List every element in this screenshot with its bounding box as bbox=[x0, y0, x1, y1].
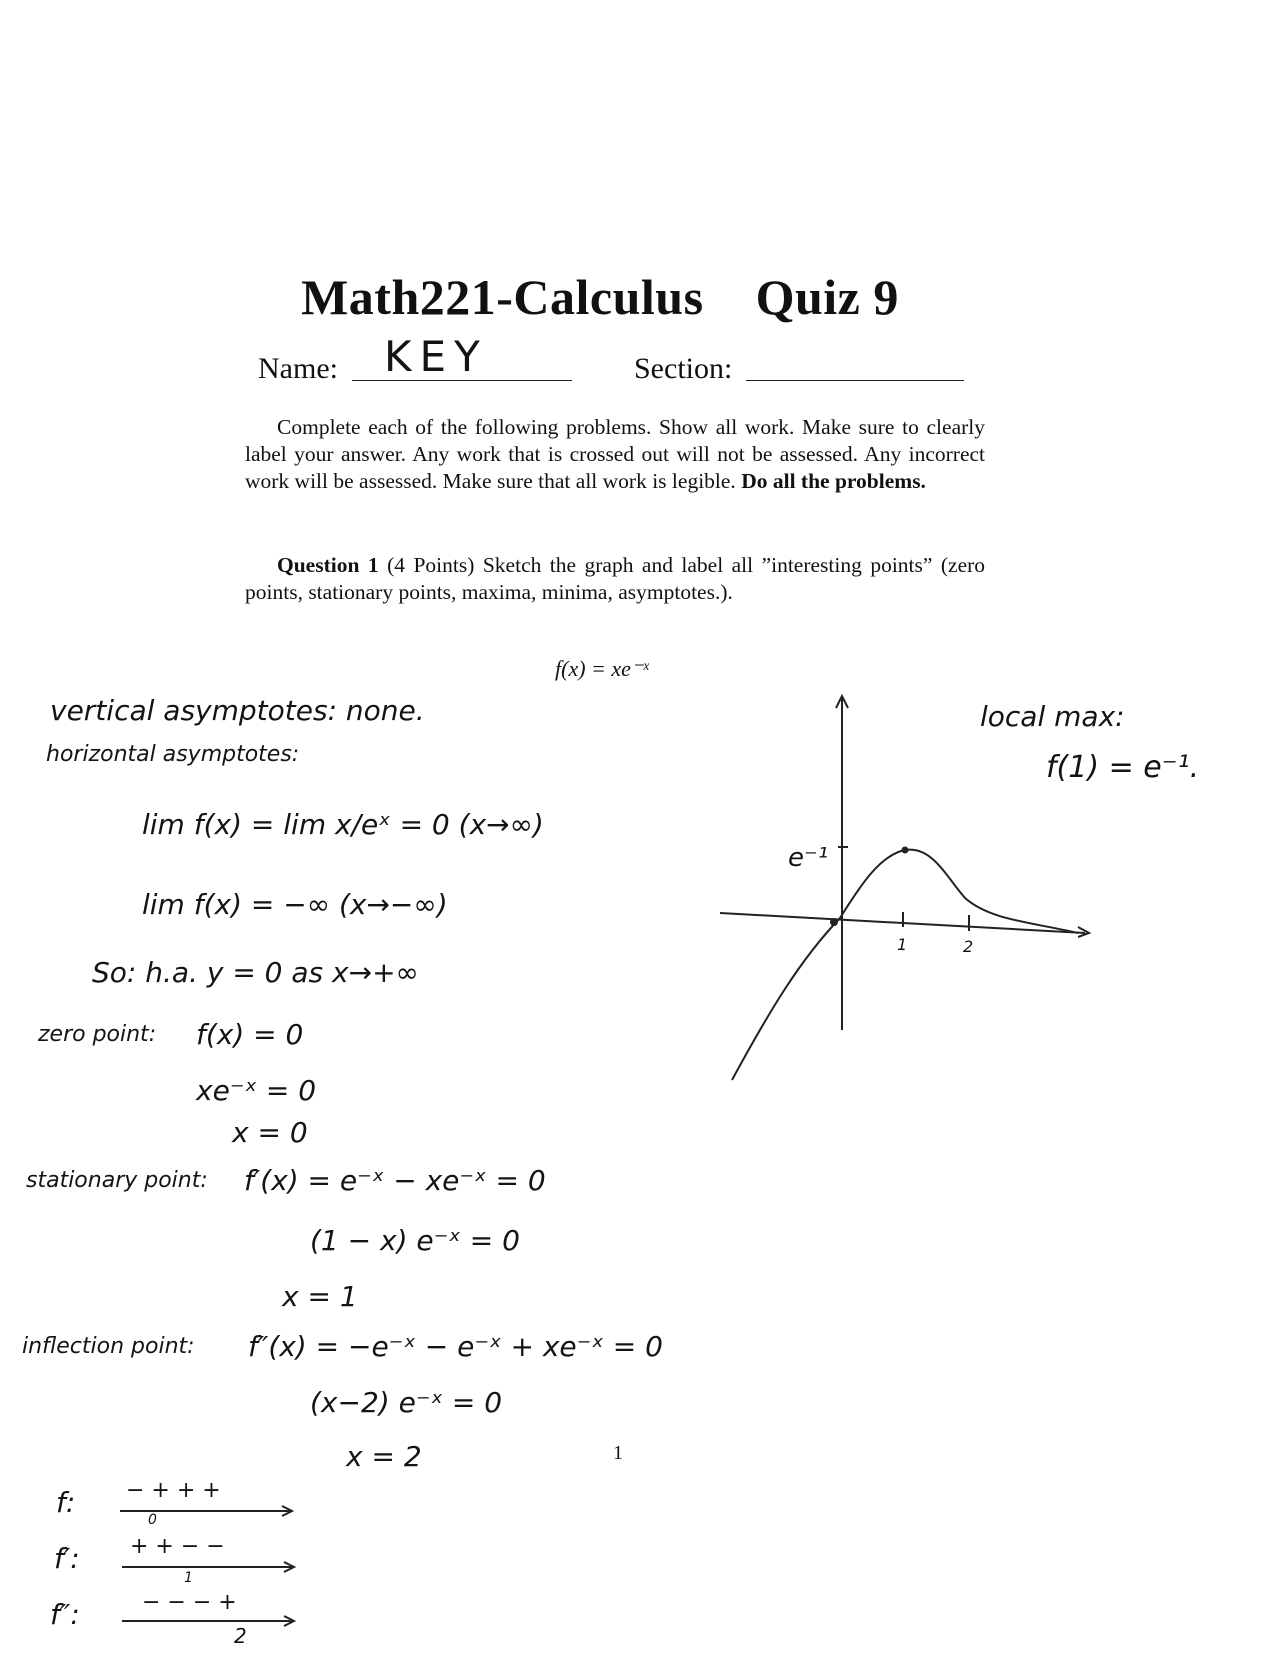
function-sketch bbox=[700, 690, 1100, 1090]
instructions bbox=[245, 414, 985, 495]
name-value: KEY bbox=[384, 332, 488, 381]
local-max-point bbox=[902, 847, 909, 854]
horizontal-asymptotes: horizontal asymptotes: bbox=[46, 742, 300, 767]
sign-line bbox=[120, 1504, 300, 1518]
vertical-asymptotes: vertical asymptotes: none. bbox=[50, 694, 425, 727]
page-title bbox=[0, 268, 1200, 326]
question-text: Sketch the graph and label all ”interesting points” (zero points, stationary points, maxima, minima, asymptotes.). bbox=[245, 553, 986, 604]
sign-chart-f-prime bbox=[50, 1534, 310, 1590]
sign-charts bbox=[50, 1478, 310, 1648]
stationary-point-label: stationary point: bbox=[26, 1168, 208, 1193]
question-points: (4 Points) bbox=[387, 553, 475, 577]
section-field bbox=[746, 380, 964, 381]
page-number: 1 bbox=[613, 1442, 623, 1464]
sign-line bbox=[122, 1614, 302, 1628]
stationary-step-2: (1 − x) e⁻ˣ = 0 bbox=[310, 1224, 520, 1257]
sign-chart-label: f″: bbox=[50, 1598, 80, 1631]
sign-chart-label: f′: bbox=[54, 1542, 80, 1575]
local-max-label: local max: bbox=[980, 700, 1125, 733]
sign-chart-signs: − − − + bbox=[142, 1590, 237, 1615]
zero-point-dot bbox=[830, 918, 838, 926]
question-label: Question 1 bbox=[277, 553, 379, 577]
local-max-value: f(1) = e⁻¹. bbox=[1046, 750, 1200, 785]
limit-neg-inf: lim f(x) = −∞ (x→−∞) bbox=[142, 888, 448, 921]
sign-line bbox=[122, 1560, 302, 1574]
inflection-step-3: x = 2 bbox=[346, 1440, 422, 1473]
instructions-text: Complete each of the following problems. Show all work. Make sure to clearly label your answer. Any work that is crossed out will not be assessed. Any incorrect work will be assessed. Make sure that all work is legible. bbox=[245, 415, 985, 493]
sign-chart-mark: 2 bbox=[234, 1624, 247, 1648]
sign-chart-signs: − + + + bbox=[126, 1478, 221, 1503]
inflection-step-2: (x−2) e⁻ˣ = 0 bbox=[310, 1386, 503, 1419]
quiz-number: Quiz 9 bbox=[755, 269, 899, 325]
zero-step-2: xe⁻ˣ = 0 bbox=[196, 1074, 317, 1107]
zero-step-3: x = 0 bbox=[232, 1116, 308, 1149]
sign-chart-f bbox=[50, 1478, 310, 1534]
stationary-step-1: f′(x) = e⁻ˣ − xe⁻ˣ = 0 bbox=[244, 1164, 546, 1197]
x-tick-label-2: 2 bbox=[963, 937, 974, 956]
zero-point-label: zero point: bbox=[38, 1022, 157, 1047]
y-label-e-inverse: e⁻¹ bbox=[788, 843, 829, 873]
section-label: Section: bbox=[634, 352, 733, 385]
zero-step-1: f(x) = 0 bbox=[196, 1018, 304, 1051]
sign-chart-mark: 0 bbox=[148, 1512, 157, 1528]
inflection-step-1: f″(x) = −e⁻ˣ − e⁻ˣ + xe⁻ˣ = 0 bbox=[248, 1330, 663, 1363]
course-title: Math221-Calculus bbox=[301, 269, 704, 325]
sign-chart-mark: 1 bbox=[184, 1570, 193, 1586]
instructions-bold: Do all the problems. bbox=[741, 469, 926, 493]
question-1 bbox=[245, 552, 985, 606]
sign-chart-signs: + + − − bbox=[130, 1534, 225, 1559]
name-label: Name: bbox=[258, 352, 338, 385]
stationary-step-3: x = 1 bbox=[282, 1280, 358, 1313]
curve-f bbox=[732, 850, 1078, 1080]
sign-chart-f-double-prime bbox=[50, 1590, 310, 1648]
limit-pos-inf: lim f(x) = lim x/eˣ = 0 (x→∞) bbox=[142, 808, 544, 841]
x-tick-label-1: 1 bbox=[897, 935, 908, 954]
function-expression: f(x) = xe⁻ˣ bbox=[555, 656, 649, 681]
sign-chart-label: f: bbox=[56, 1486, 76, 1519]
horizontal-asymptote-result: So: h.a. y = 0 as x→+∞ bbox=[92, 956, 419, 989]
inflection-point-label: inflection point: bbox=[22, 1334, 195, 1359]
